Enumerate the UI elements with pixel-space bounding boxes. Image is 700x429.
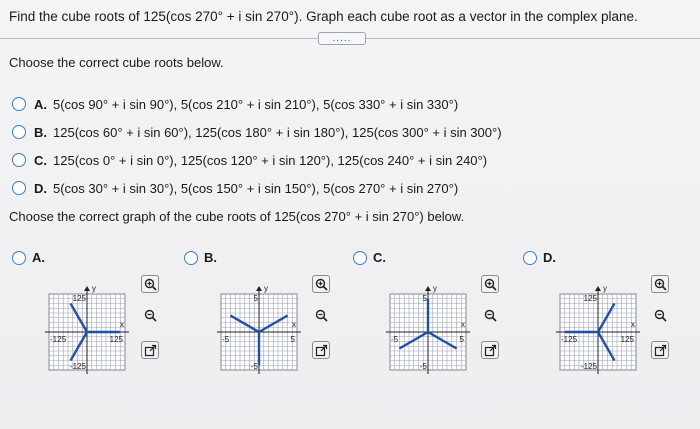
zoom-in-button[interactable]: [651, 275, 669, 293]
y-max-label: 125: [583, 294, 597, 303]
x-axis-label: x: [292, 320, 296, 329]
radio-button[interactable]: [12, 251, 26, 265]
option-letter: D.: [543, 250, 556, 265]
zoom-out-icon: [484, 309, 497, 322]
y-axis-label: y: [433, 284, 437, 293]
popout-icon: [315, 344, 328, 357]
popout-icon: [144, 344, 157, 357]
option-letter: B.: [204, 250, 217, 265]
choice-list: [12, 90, 502, 202]
radio-button[interactable]: [12, 153, 26, 167]
zoom-out-icon: [654, 309, 667, 322]
popout-icon: [484, 344, 497, 357]
y-min-label: -5: [419, 362, 427, 371]
choice-letter: D.: [34, 180, 47, 196]
y-axis-label: y: [264, 284, 268, 293]
popout-icon: [654, 344, 667, 357]
choice-text: 5(cos 30° + i sin 30°), 5(cos 150° + i sin 150°), 5(cos 270° + i sin 270°): [53, 180, 459, 196]
zoom-in-icon: [654, 278, 667, 291]
radio-button[interactable]: [12, 181, 26, 195]
y-axis-label: y: [92, 284, 96, 293]
radio-button[interactable]: [184, 251, 198, 265]
popout-button[interactable]: [481, 341, 499, 359]
choice-c[interactable]: [12, 146, 502, 174]
zoom-out-button[interactable]: [141, 306, 159, 324]
y-min-label: -125: [580, 362, 597, 371]
y-axis-arrow: [256, 286, 262, 291]
option-letter: A.: [32, 250, 45, 265]
radio-button[interactable]: [12, 97, 26, 111]
x-axis-label: x: [461, 320, 465, 329]
zoom-out-button[interactable]: [481, 306, 499, 324]
popout-button[interactable]: [651, 341, 669, 359]
choice-letter: A.: [34, 96, 47, 112]
y-max-label: 125: [72, 294, 86, 303]
option-letter: C.: [373, 250, 386, 265]
x-max-label: 125: [620, 335, 634, 344]
choice-letter: B.: [34, 124, 47, 140]
popout-button[interactable]: [141, 341, 159, 359]
zoom-in-button[interactable]: [141, 275, 159, 293]
graph-option-a[interactable]: [12, 250, 124, 371]
popout-button[interactable]: [312, 341, 330, 359]
question-text: Find the cube roots of 125(cos 270° + i sin 270°). Graph each cube root as a vector in the complex plane.: [9, 9, 638, 24]
x-max-label: 125: [109, 335, 123, 344]
choice-a[interactable]: [12, 90, 502, 118]
graph-option-d[interactable]: [523, 250, 635, 371]
zoom-in-icon: [484, 278, 497, 291]
y-max-label: 5: [253, 294, 258, 303]
graph-option-c[interactable]: [353, 250, 465, 371]
y-axis-arrow: [595, 286, 601, 291]
choice-text: 125(cos 60° + i sin 60°), 125(cos 180° + i sin 180°), 125(cos 300° + i sin 300°): [53, 124, 502, 140]
choice-text: 5(cos 90° + i sin 90°), 5(cos 210° + i sin 210°), 5(cos 330° + i sin 330°): [53, 96, 459, 112]
part2-prompt: Choose the correct graph of the cube roots of 125(cos 270° + i sin 270°) below.: [9, 209, 465, 224]
mini-graph: [368, 272, 488, 392]
x-min-label: -5: [391, 335, 399, 344]
zoom-out-button[interactable]: [651, 306, 669, 324]
y-min-label: -5: [250, 362, 258, 371]
x-min-label: -5: [222, 335, 230, 344]
x-min-label: -125: [50, 335, 67, 344]
graph-option-b[interactable]: [184, 250, 296, 371]
y-min-label: -125: [69, 362, 86, 371]
radio-button[interactable]: [353, 251, 367, 265]
mini-graph: [27, 272, 147, 392]
y-axis-arrow: [84, 286, 90, 291]
mini-graph: [199, 272, 319, 392]
radio-button[interactable]: [12, 125, 26, 139]
zoom-in-button[interactable]: [312, 275, 330, 293]
choice-letter: C.: [34, 152, 47, 168]
more-button[interactable]: .....: [318, 32, 366, 45]
x-min-label: -125: [561, 335, 578, 344]
y-axis-label: y: [603, 284, 607, 293]
zoom-out-icon: [144, 309, 157, 322]
x-axis-label: x: [631, 320, 635, 329]
zoom-in-icon: [315, 278, 328, 291]
part1-prompt: Choose the correct cube roots below.: [9, 55, 224, 70]
x-max-label: 5: [459, 335, 464, 344]
choice-text: 125(cos 0° + i sin 0°), 125(cos 120° + i sin 120°), 125(cos 240° + i sin 240°): [53, 152, 488, 168]
zoom-out-icon: [315, 309, 328, 322]
radio-button[interactable]: [523, 251, 537, 265]
zoom-in-button[interactable]: [481, 275, 499, 293]
zoom-in-icon: [144, 278, 157, 291]
x-axis-label: x: [120, 320, 124, 329]
choice-d[interactable]: [12, 174, 502, 202]
mini-graph: [538, 272, 658, 392]
zoom-out-button[interactable]: [312, 306, 330, 324]
choice-b[interactable]: [12, 118, 502, 146]
x-max-label: 5: [290, 335, 295, 344]
y-axis-arrow: [425, 286, 431, 291]
y-max-label: 5: [422, 294, 427, 303]
